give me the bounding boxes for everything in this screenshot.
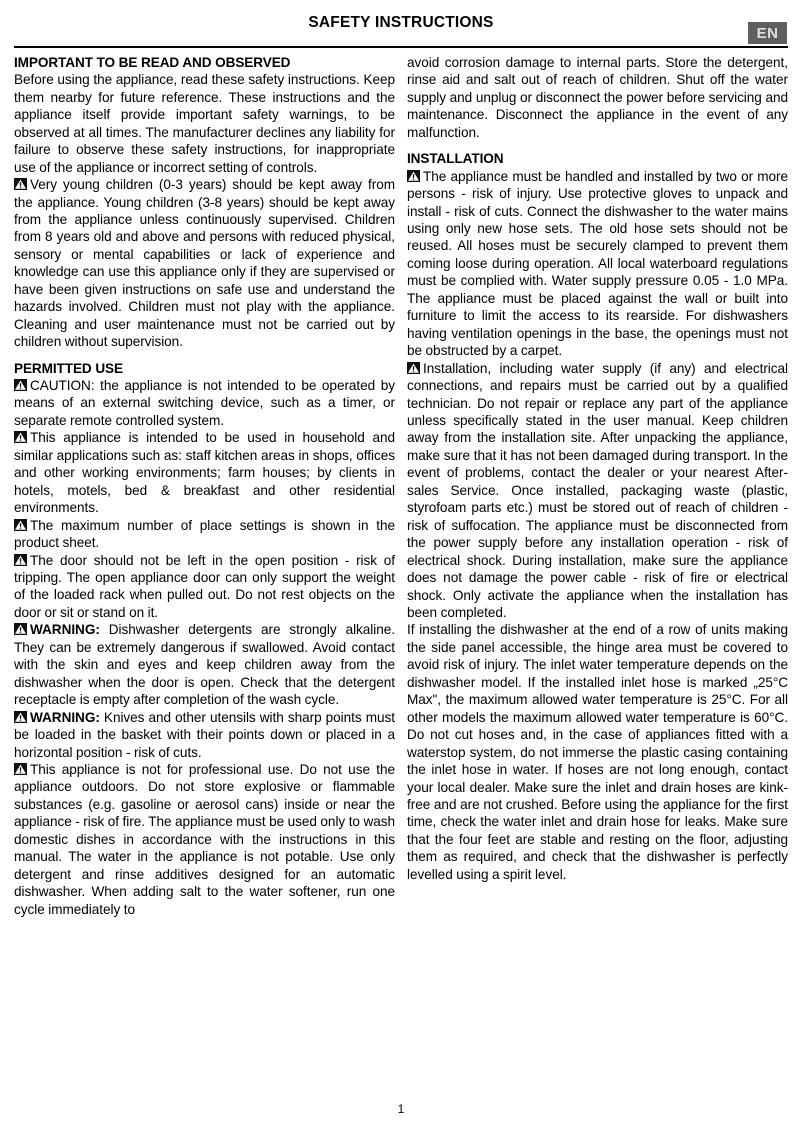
paragraph-text: CAUTION: the appliance is not intended to be operated by means of an external switching device, such as a timer, or separate remote controlled system. bbox=[14, 378, 395, 428]
warning-triangle-icon bbox=[14, 763, 27, 775]
paragraph-end-of-row-installation: If installing the dishwasher at the end of a row of units making the side panel accessible, the hinge area must be covered to avoid risk of injury. The inlet water temperature depends on the dishwasher model. If the installed inlet hose is marked „25°C Max", the maximum allowed water temperature is 25°C. For all other models the maximum allowed water temperature is 60°C. Do not cut hoses and, in the case of appliances fitted with a waterstop system, do not immerse the plastic casing containing the inlet hose in water. If hoses are not long enough, contact your local dealer. Make sure the inlet and drain hoses are kink-free and are not crushed. Before using the appliance for the first time, check the water inlet and drain hose for leaks. Make sure that the four feet are stable and resting on the floor, adjusting them as required, and check that the dishwasher is perfectly levelled using a spirit level. bbox=[407, 622, 788, 882]
warning-keyword: WARNING: bbox=[30, 622, 100, 638]
left-column bbox=[14, 54, 395, 918]
section-heading-permitted-use: PERMITTED USE bbox=[14, 360, 123, 376]
paragraph-handling-installing bbox=[407, 168, 788, 360]
paragraph-warning-knives bbox=[14, 709, 395, 761]
warning-keyword: WARNING: bbox=[30, 709, 100, 725]
paragraph-not-professional-use bbox=[14, 761, 395, 918]
paragraph-text: Installation, including water supply (if any) and electrical connections, and repairs must be carried out by a qualified technician. Do not repair or replace any part of the appliance unless specifically stated in the user manual. Keep children away from the installation site. After unpacking the appliance, make sure that it has not been damaged during transport. In the event of problems, contact the dealer or your nearest After-sales Service. Once installed, packaging waste (plastic, styrofoam parts etc.) must be stored out of reach of children - risk of suffocation. The appliance must be disconnected from the power supply before any installation operation - risk of electrical shock. During installation, make sure the appliance does not damage the power cable - risk of fire or electrical shock. Only activate the appliance when the installation has been completed. bbox=[407, 360, 788, 620]
warning-triangle-icon bbox=[407, 170, 420, 182]
warning-triangle-icon bbox=[14, 519, 27, 531]
page-footer bbox=[0, 1102, 802, 1116]
warning-triangle-icon bbox=[14, 178, 27, 190]
paragraph-caution-switching-device bbox=[14, 377, 395, 429]
language-badge: EN bbox=[747, 21, 788, 45]
paragraph-place-settings bbox=[14, 517, 395, 552]
paragraph-household-applications bbox=[14, 429, 395, 516]
warning-triangle-icon bbox=[407, 362, 420, 374]
content-columns bbox=[0, 48, 802, 918]
warning-triangle-icon bbox=[14, 554, 27, 566]
paragraph-warning-detergents bbox=[14, 621, 395, 708]
paragraph-children-supervision bbox=[14, 176, 395, 351]
paragraph-avoid-corrosion: avoid corrosion damage to internal parts. Store the detergent, rinse aid and salt out of reach of children. Shut off the water supply and unplug or disconnect the power before servicing and maintenance. Disconnect the appliance in the event of any malfunction. bbox=[407, 55, 788, 140]
paragraph-text: The door should not be left in the open position - risk of tripping. The open appliance door can only support the weight of the loaded rack when pulled out. Do not rest objects on the door or sit or stand on it. bbox=[14, 552, 395, 620]
warning-triangle-icon bbox=[14, 431, 27, 443]
paragraph-text: The maximum number of place settings is shown in the product sheet. bbox=[14, 517, 395, 551]
page-title: SAFETY INSTRUCTIONS bbox=[308, 14, 494, 31]
warning-triangle-icon bbox=[14, 379, 27, 391]
paragraph-door-open-position bbox=[14, 552, 395, 622]
paragraph-text: This appliance is not for professional use. Do not use the appliance outdoors. Do not store explosive or flammable substances (e.g. gasoline or aerosol cans) inside or near the appliance - risk of fire. The appliance must be used only to wash domestic dishes in accordance with the instructions in this manual. The water in the appliance is not potable. Use only detergent and rinse additives designed for an automatic dishwasher. When adding salt to the water softener, run one cycle immediately to bbox=[14, 762, 395, 917]
paragraph-text: This appliance is intended to be used in household and similar applications such as: staff kitchen areas in shops, offices and other working environments; farm houses; by clients in hotels, motels, bed & breakfast and other residential environments. bbox=[14, 430, 395, 516]
paragraph-text: Dishwasher detergents are strongly alkaline. They can be extremely dangerous if swallowed. Avoid contact with the skin and eyes and keep children away from the dishwasher when the door is open. Check that the detergent receptacle is empty after completion of the wash cycle. bbox=[14, 622, 395, 708]
page-header bbox=[0, 0, 802, 46]
paragraph-text: Knives and other utensils with sharp points must be loaded in the basket with their points down or placed in a horizontal position - risk of cuts. bbox=[14, 709, 395, 760]
section-heading-important: IMPORTANT TO BE READ AND OBSERVED bbox=[14, 55, 291, 70]
paragraph-before-using: Before using the appliance, read these safety instructions. Keep them nearby for future reference. These instructions and the appliance itself provide important safety warnings, to be observed at all times. The manufacturer declines any liability for failure to observe these safety instructions, for inappropriate use of the appliance or incorrect setting of controls. bbox=[14, 72, 395, 175]
section-heading-installation: INSTALLATION bbox=[407, 151, 504, 167]
warning-triangle-icon bbox=[14, 623, 27, 635]
warning-triangle-icon bbox=[14, 711, 27, 723]
paragraph-qualified-technician bbox=[407, 360, 788, 622]
paragraph-text: The appliance must be handled and installed by two or more persons - risk of injury. Use protective gloves to unpack and install - risk of cuts. Connect the dishwasher to the water mains using only new hose sets. The old hose sets should not be reused. All hoses must be securely clamped to prevent them coming loose during operation. All local waterboard regulations must be complied with. Water supply pressure 0.05 - 1.0 MPa. The appliance must be placed against the wall or built into furniture to limit the access to its rearside. For dishwashers having ventilation openings in the base, the openings must not be obstructed by a carpet. bbox=[407, 168, 788, 359]
page-number: 1 bbox=[397, 1102, 405, 1116]
paragraph-text: Very young children (0-3 years) should be kept away from the appliance. Young children (3-8 years) should be kept away from the appliance unless continuously supervised. Children from 8 years old and above and persons with reduced physical, sensory or mental capabilities or lack of experience and knowledge can use this appliance only if they are supervised or have been given instructions on safe use and understand the hazards involved. Children must not play with the appliance. Cleaning and user maintenance must not be carried out by children without supervision. bbox=[14, 177, 395, 350]
right-column bbox=[407, 54, 788, 918]
